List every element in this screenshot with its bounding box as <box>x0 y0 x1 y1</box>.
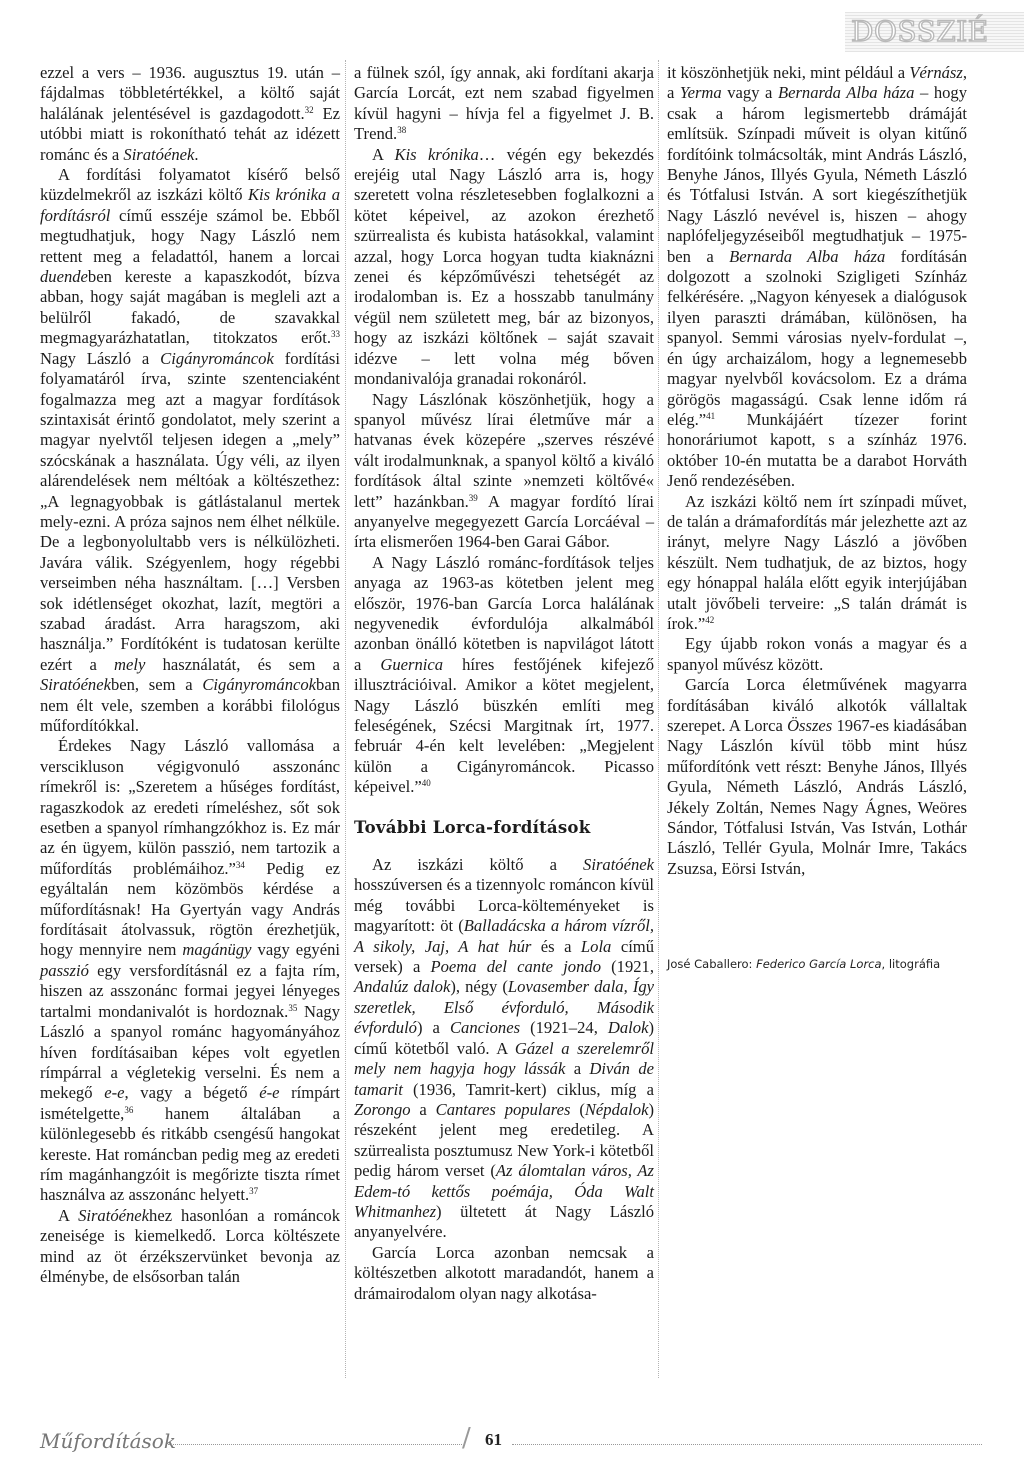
footnote-ref: 36 <box>124 1104 134 1115</box>
paragraph: A Kis krónika… végén egy bekezdés erejéig utal Nagy László arra is, hogy szeretett volna részletesebben foglalkozni a kötet képeivel, az azokon érezhető szürrealista és kubista hatásokkal, valamint azzal, hogy Lorca hogyan tudta kiaknázni zenei és képzőművészi tehetségét az irodalomban is. Ez a hosszabb tanulmány végül nem született meg, bár az bizonyos, hogy az iszkázi költőnek – saját szavait idézve – lett volna még bőven mondanivalója granadai rokonáról. <box>354 144 654 389</box>
paragraph: it köszönhetjük neki, mint például a Vérnász, a Yerma vagy a Bernarda Alba háza – hogy csak a három legismertebb drámáját említsük. Színpadi műveit is olyan kitűnő fordítóink tolmácsolták, mint András László, Benyhe János, Illyés Gyula, Németh László és Tótfalusi István. A sort kiegészíthetjük Nagy László nevével is, hiszen – ahogy naplófeljegyzéseiből megtudhatjuk – 1975-ben a Bernarda Alba háza fordításán dolgozott a szolnoki Szigligeti Színház felkérésére. „Nagyon kényesek a dialógusok ilyen paraszti drámában, különösen, ha spanyol. Semmi városias nyelv-fordulat –, én úgy archaizálom, hogy a legnemesebb magyar nyelvből kovácsolom. Ez a dráma görögös magasságú. Csak lenne időm rá elég.”$^{41}$ Munkájáért tízezer forint honoráriumot kapott, s a színház 1976. október 10-én mutatta be a darabot Horváth Jenő rendezésében. <box>667 63 968 491</box>
section-title: DOSSZIÉ <box>851 15 989 48</box>
column-2 <box>354 63 654 1304</box>
footnote-ref: 37 <box>249 1186 259 1197</box>
section-heading: További Lorca-fordítások <box>354 816 591 837</box>
paragraph: Az iszkázi költő nem írt színpadi művet, de talán a drámafordítás már jelezhette azt az irányt, melyre Nagy László a jövőben készült. Nem tudhatjuk, de az biztos, hogy egy hónappal halála előtt egyik interjújában utalt jövőbeli terveire: „S talán drámát is írok.”$^{42}$ <box>667 491 967 633</box>
footnote-ref: 41 <box>706 410 716 421</box>
footnote-ref: 32 <box>304 104 314 115</box>
section-header <box>845 12 1024 52</box>
column-3 <box>667 63 967 879</box>
column-divider <box>345 60 346 1378</box>
image-caption: José Caballero: Federico García Lorca, litográfia <box>667 957 941 971</box>
paragraph: García Lorca azonban nemcsak a költészetben alkotott maradandót, hanem a drámairodalom olyan nagy alkotása- <box>354 1242 654 1303</box>
paragraph: Az iszkázi költő a Siratóének hosszúversen és a tizennyolc románcon kívül még további Lorca-költeményeket is magyarított: öt (Balladácska a három vízről, A sikoly, Jaj, A hat húr és a Lola című versek) a Poema del cante jondo (1921, Andalúz dalok), négy (Lovasember dala, Így szeretlek, Első évforduló, Második évforduló) a Canciones (1921–24, Dalok) című kötetből való. A Gázel a szerelemről mely nem hagyja hogy lássák a Diván de tamarit (1936, Tamrit-kert) ciklus, míg a Zorongo a Cantares populares (Népdalok) részeként jelent meg eredetileg. A szürrealista posztumusz New York-i kötetből pedig három verset (Az álomtalan város, Az Edem-tó kettős poémája, Óda Walt Whitmanhez) ültetett át Nagy László anyanyelvére. <box>354 855 655 1242</box>
paragraph: Érdekes Nagy László vallomása a verscikluson végigvonuló asszonánc rímekről is: „Szeretem a hűséges fordítást, ragaszkodok az eredeti rímeléshez, sőt sok esetben a spanyol rímhangzókhoz is. Ez már az én ügyem, külön passzió, nem tartozik a műfordítás problémáihoz.”$^{34}$ Pedig ez egyáltalán nem közömbös kérdése a műfordításnak! Ha Gyertyán vagy András fordításait átolvassuk, rögtön érezhetjük, hogy mennyire nem magánügy vagy egyéni passzió egy versfordításnál ez a fajta rím, hiszen az asszonánc formai jegyei lényeges tartalmi mondanivalót is hordoznak.$^{35}$ Nagy László a spanyol románc hagyományához híven fordításaiban képes volt egyetlen rímpárral a végletekig verselni. És nem a mekegő e-e, vagy a bégető é-e rímpárt ismételgette,$^{36}$ hanem általában a különlegesebb és ritkább csengésű hangokat kereste. Hat románcban pedig meg az eredeti rím magánhangzóit is megőrizte tiszta rímet használva az asszonánc helyett.$^{37}$ <box>40 736 340 1205</box>
footnote-ref: 34 <box>235 859 245 870</box>
footnote-ref: 40 <box>421 778 431 789</box>
magazine-title: Műfordítások <box>40 1429 176 1453</box>
footnote-ref: 33 <box>331 329 340 340</box>
paragraph: A Siratóénekhez hasonlóan a románcok zeneisége is kiemelkedő. Lorca költészete mind az öt érzékszervünket bevonja az élménybe, de elsősorban talán <box>40 1205 340 1286</box>
paragraph: Egy újabb rokon vonás a magyar és a spanyol művész között. <box>667 634 967 674</box>
footnote-ref: 39 <box>468 492 478 503</box>
footnote-ref: 42 <box>705 614 715 625</box>
paragraph: Nagy Lászlónak köszönhetjük, hogy a spanyol művész lírai életműve már a hatvanas évek közepére „szerves részévé vált irodalmunknak, a spanyol költő a kiváló fordítások által szinte »nemzeti költővé« lett” hazánkban.$^{39}$ A magyar fordító lírai anyanyelve megegyezett García Lorcáéval – írta elismerően 1964-ben Garai Gábor. <box>354 389 654 552</box>
column-divider <box>658 60 659 1378</box>
footer-slash-icon: / <box>462 1423 471 1453</box>
footnote-ref: 35 <box>288 1002 298 1013</box>
paragraph: García Lorca életművének magyarra fordításában kiváló alkotók vállaltak szerepet. A Lorca Összes 1967-es kiadásában Nagy Lászlón kívül több mint húsz műfordítónk vett részt: Benyhe János, Illyés Gyula, Németh László, András László, Jékely Zoltán, Nemes Nagy Ágnes, Weöres Sándor, Tótfalusi István, Vas István, Lothár László, Tellér Gyula, Molnár Imre, Takács Zsuzsa, Eörsi István, <box>667 675 967 878</box>
footer-rule <box>168 1444 462 1445</box>
footer-rule <box>512 1444 982 1445</box>
footnote-ref: 38 <box>397 125 407 136</box>
page-number: 61 <box>485 1430 502 1449</box>
paragraph: ezzel a vers – 1936. augusztus 19. után – fájdalmas többletértékkel, a költő saját halálának jelentésével is gazdagodott.$^{32}$ Ez utóbbi miatt is rokonítható tehát az idézett románc és a Siratóének. <box>40 63 340 164</box>
column-1 <box>40 63 340 1287</box>
paragraph: A fordítási folyamatot kísérő belső küzdelmekről az iszkázi költő Kis krónika a fordításról című esszéje számol be. Ebből megtudhatjuk, hogy Nagy László nem rettent meg a feladattól, hanem a lorcai duendeben kereste a kapaszkodót, bízva abban, hogy saját magában is megleli azt a belülről fakadó, de szavakkal megmagyarázhatatlan, titokzatos erőt.$^{33}$ Nagy László a Cigányrománcok fordítási folyamatáról írva, szinte szentenciaként fogalmazza meg azt a magyar fordítások szintaxisát érintő gondolatot, mely szerint a magyar nyelvtől teljesen idegen a „mely” szócskának a használata. Úgy véli, az ilyen alárendelések nem méltóak a költészethez: „A legnagyobbak is gátlástalanul mertek mely-ezni. A próza sajnos nem élhet nélküle. De a legbonyolultabb vers is nélkülözheti. Javára válik. Szégyenlem, hogy régebbi verseimben néha használtam. […] Versben sok idétlenséget okozhat, lazít, megtöri a szabad áradást. Arra haragszom, aki használja.” Fordítóként is tudatosan kerülte ezért a mely használatát, és sem a Siratóénekben, sem a Cigányrománcokban nem élt vele, szemben a korábbi filológus műfordítókkal. <box>40 165 340 735</box>
paragraph: A Nagy László románc-fordítások teljes anyaga az 1963-as kötetben jelent meg először, 1976-ban García Lorca halálának negyvenedik évfordulója alkalmából azonban önálló kötetben is napvilágot látott a Guernica híres festőjének kifejező illusztrációival. Amikor a kötet megjelent, Nagy László büszkén említi meg feleségének, Szécsi Margitnak írt, 1977. február 4-én kelt levelében: „Megjelent külön a Cigányrománcok. Picasso képeivel.”$^{40}$ <box>354 552 655 797</box>
paragraph: a fülnek szól, így annak, aki fordítani akarja García Lorcát, ezt nem szabad figyelmen kívül hagyni – hívja fel a figyelmet J. B. Trend.$^{38}$ <box>354 63 654 144</box>
